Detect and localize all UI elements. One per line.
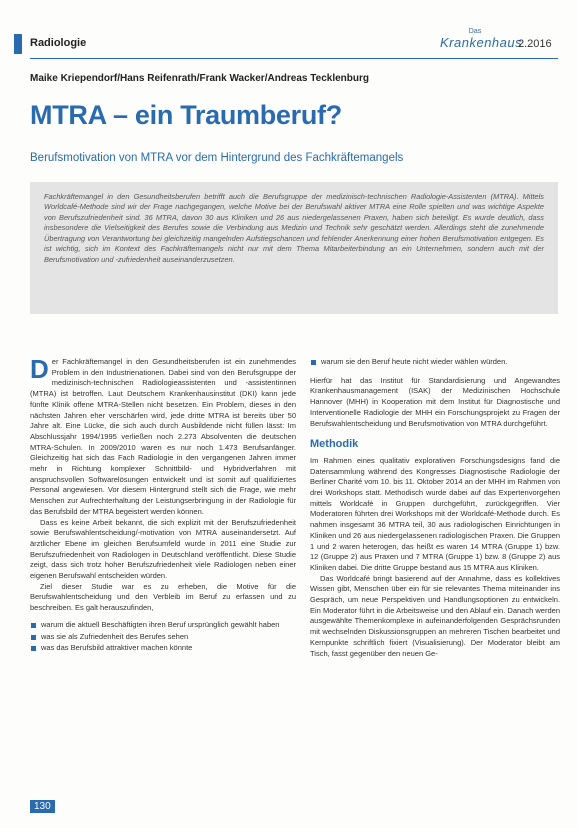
section-marker [14, 34, 22, 54]
header-rule [30, 58, 558, 59]
body-paragraph: Ziel dieser Studie war es zu erheben, die Motive für die Berufswahlentscheidung und den Verbleib im Beruf zu erfassen und zu beschreiben. Es galt herauszufinden, [30, 581, 296, 613]
intro-text: er Fachkräftemangel in den Gesundheitsberufen ist ein zunehmendes Problem in den Industrienationen. Dabei sind von den Berufsgruppe der medizinisch-technischen Radiologieassistenten und -assistentinnen (MTRA) ist betroffen. Laut Deutschem Krankenhausinstitut (DKI) kann jede fünfte Klinik offene MTRA-Stellen nicht besetzen. Ein Problem, dieses in den nächsten Jahren eher verschärfen wird, jede dritte MTRA ist bereits über 50 Jahre alt. Eine Lücke, die sich auch durch Ausbildende nicht füllen lässt: Im Abschlussjahr 1994/1995 verließen noch 2.273 Absolventen die deutschen MTRA-Schulen. In 2009/2010 waren es nur noch 1.473 Berufsanfänger. Gleichzeitig hat sich das Fach Radiologie in den vergangenen Jahren immer mehr in Richtung komplexer Schnittbild- und Hybridverfahren mit anspruchsvollen Softwarelösungen entwickelt und ist somit auf qualifiziertes Personal angewiesen. Vor diesem Hintergrund stellt sich die Frage, wie mehr Menschen zur Aufrechterhaltung der Leistungserbringung in der Radiologie für das Berufsbild der MTRA begeistert werden können. [30, 357, 296, 516]
journal-logo-name: Krankenhaus [440, 35, 523, 50]
list-item: was das Berufsbild attraktiver machen könnte [30, 643, 296, 654]
question-list-continued [310, 357, 560, 368]
page-number: 130 [30, 800, 55, 813]
article-subtitle: Berufsmotivation von MTRA vor dem Hintergrund des Fachkräftemangels [30, 152, 404, 164]
question-list [30, 620, 296, 654]
issue-number: 2.2016 [518, 38, 552, 50]
abstract-box: Fachkräftemangel in den Gesundheitsberufen betrifft auch die Berufsgruppe der medizinisch-technischen Radiologie-Assistenten (MTRA). Mittels Worldcafé-Methode sind wir der Frage nachgegangen, welche Motive bei der Berufswahl aktiver MTRA eine Rolle spielten und was wichtige Aspekte von Berufszufriedenheit sind. 36 MTRA, davon 30 aus Kliniken und 26 aus niedergelassenen Praxen, haben sich beteiligt. Es wurde deutlich, dass insbesondere die Vielseitigkeit des Berufes sowie die Verbindung aus Medizin und Technik sehr geschätzt werden. Allerdings steht die zunehmende Übertragung von Verantwortung bei gleichzeitig mangelnden Aufstiegschancen und fehlender Anerkennung einer hohen Berufsmotivation entgegen. Es ist wichtig, sich im Kontext des Fachkräftemangels nicht nur mit dem Thema Mitarbeiterbindung an ein Unternehmen, sondern auch mit der Berufsmotivation und -zufriedenheit auseinanderzusetzen. [30, 182, 558, 314]
article-title: MTRA – ein Traumberuf? [30, 100, 342, 130]
column-left [30, 354, 296, 655]
authors: Maike Kriependorf/Hans Reifenrath/Frank Wacker/Andreas Tecklenburg [30, 73, 369, 84]
column-right [310, 357, 560, 659]
body-paragraph: Hierfür hat das Institut für Standardisierung und Angewandtes Krankenhausmanagement (ISAK) der Medizinischen Hochschule Hannover (MHH) in Kooperation mit dem Institut für Diagnostische und Interventionelle Radiologie der MHH ein Forschungsprojekt zu Fragen der Berufswahlentscheidung und Berufsmotivation von MTRA durchgeführt. [310, 375, 560, 428]
list-item: warum sie den Beruf heute nicht wieder wählen würden. [310, 357, 560, 368]
body-paragraph: Dass es keine Arbeit bekannt, die sich explizit mit der Berufszufriedenheit sowie Berufswahlentscheidung/-motivation von MTRA auseinandersetzt. Auf ärztlicher Ebene im gleichen Berufsumfeld wurde in 2011 eine Studie zur Berufszufriedenheit von Radiologen in Deutschland veröffentlicht. Diese Studie zeigt, dass sich trotz hoher Berufszufriedenheit viele Radiologen neben einer eigenen Berufswahl entscheiden würden. [30, 517, 296, 581]
drop-cap: D [30, 354, 49, 384]
body-paragraph: Das Worldcafé bringt basierend auf der Annahme, dass es kollektives Wissen gibt, Menschen über ein für sie relevantes Thema miteinander ins Gespräch, um neue Perspektiven und Handlungsoptionen zu entwickeln. Ein Moderator führt in die Arbeitsweise und den Ablauf ein. Danach werden ausgewählte Themenkomplexe in aufeinanderfolgenden Gesprächsrunden mit wechselnden Diskussionsgruppen an mehreren Tischen bearbeitet und Kernpunkte schriftlich fixiert (Visualisierung). Der Moderator bleibt am Tisch, fasst gegenüber den neuen Ge- [310, 573, 560, 658]
intro-paragraph [30, 354, 296, 518]
body-paragraph: Im Rahmen eines qualitativ explorativen Forschungsdesigns fand die Datensammlung während des Kongresses Diagnostische Radiologie der Berliner Charité vom 10. bis 11. Oktober 2014 an der MHH im Rahmen von drei Workshops statt. Methodisch wurde dabei auf das Expertenvorgehen mittels Worldcafé in Gruppen durchgeführt, zurückgegriffen. Vier Moderatoren führten drei Workshops mit der Worldcafé-Methode durch. Es nahmen insgesamt 36 MTRA teil, 30 aus radiologischen Einrichtungen in Kliniken und 26 aus niedergelassenen radiologischen Praxen. Die Gruppen 1 und 2 waren heterogen, das heißt es waren 14 MTRA (Gruppe 1) bzw. 12 (Gruppe 2) aus Praxen und 7 MTRA (Gruppe 1) bzw. 8 (Gruppe 2) aus Kliniken dabei. Die dritte Gruppe bestand aus 15 MTRA aus Kliniken. [310, 455, 560, 572]
section-label: Radiologie [30, 37, 87, 49]
journal-logo [440, 28, 523, 51]
list-item: warum die aktuell Beschäftigten ihren Beruf ursprünglich gewählt haben [30, 620, 296, 631]
list-item: was sie als Zufriedenheit des Berufes sehen [30, 632, 296, 643]
journal-logo-small: Das [468, 28, 482, 35]
section-heading: Methodik [310, 438, 359, 451]
